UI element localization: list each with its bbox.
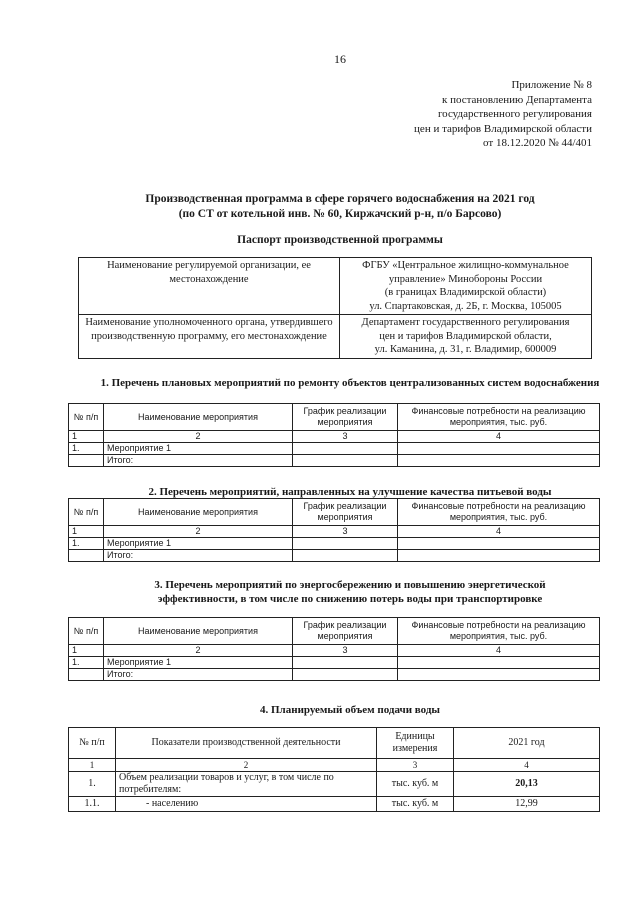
col-header: № п/п xyxy=(69,404,104,431)
table-index-row xyxy=(69,526,600,538)
table-row xyxy=(69,443,600,455)
table-cell: Итого: xyxy=(104,669,293,681)
table-cell xyxy=(293,443,398,455)
appendix-line: Приложение № 8 xyxy=(511,79,592,91)
col-header: Финансовые потребности на реализацию мероприятия, тыс. руб. xyxy=(398,499,600,526)
index-cell: 1 xyxy=(69,431,104,443)
table-row xyxy=(79,258,592,315)
table-cell xyxy=(293,455,398,467)
table-cell: тыс. куб. м xyxy=(377,772,454,797)
appendix-line: от 18.12.2020 № 44/401 xyxy=(483,137,592,149)
index-cell: 2 xyxy=(104,526,293,538)
table-cell: 1.1. xyxy=(69,797,116,812)
title-line: Производственная программа в сфере горячего водоснабжения на 2021 год xyxy=(145,193,535,205)
table-cell xyxy=(293,538,398,550)
table-index-row xyxy=(69,645,600,657)
table-cell: Объем реализации товаров и услуг, в том числе по потребителям: xyxy=(116,772,377,797)
table-cell xyxy=(398,443,600,455)
table-cell xyxy=(398,538,600,550)
col-header: Наименование мероприятия xyxy=(104,404,293,431)
table-header-row xyxy=(69,404,600,431)
index-cell: 1 xyxy=(69,645,104,657)
value-line: (в границах Владимирской области) xyxy=(384,287,547,298)
index-cell: 3 xyxy=(293,645,398,657)
col-header: График реализации мероприятия xyxy=(293,499,398,526)
passport-label: Наименование регулируемой организации, ее местонахождение xyxy=(79,258,340,315)
table-cell: Мероприятие 1 xyxy=(104,538,293,550)
page-number: 16 xyxy=(334,52,346,66)
appendix-line: к постановлению Департамента xyxy=(441,93,592,106)
table-cell xyxy=(398,550,600,562)
table-cell xyxy=(398,455,600,467)
passport-heading: Паспорт производственной программы xyxy=(237,234,443,246)
index-cell: 3 xyxy=(377,759,454,772)
col-header: Единицы измерения xyxy=(377,728,454,759)
value-line: управление» Минобороны России xyxy=(388,273,543,285)
section-1-table xyxy=(68,403,600,467)
index-cell: 1 xyxy=(69,526,104,538)
col-header: 2021 год xyxy=(454,728,600,759)
col-header: Финансовые потребности на реализацию мероприятия, тыс. руб. xyxy=(398,618,600,645)
table-cell: 1. xyxy=(69,657,104,669)
col-header: № п/п xyxy=(69,728,116,759)
passport-table xyxy=(78,257,592,359)
table-row xyxy=(69,550,600,562)
table-cell: Мероприятие 1 xyxy=(104,657,293,669)
index-cell: 2 xyxy=(116,759,377,772)
title-line: эффективности, в том числе по снижению потерь воды при транспортировке xyxy=(157,593,543,605)
index-cell: 2 xyxy=(104,431,293,443)
section-1-title: 1. Перечень плановых мероприятий по ремонту объектов централизованных систем водоснабжения xyxy=(100,377,600,389)
table-cell: 20,13 xyxy=(454,772,600,797)
table-cell xyxy=(293,669,398,681)
table-cell xyxy=(398,669,600,681)
section-2-title: 2. Перечень мероприятий, направленных на улучшение качества питьевой воды xyxy=(148,486,552,498)
table-cell xyxy=(293,657,398,669)
index-cell: 3 xyxy=(293,526,398,538)
col-header: Финансовые потребности на реализацию мероприятия, тыс. руб. xyxy=(398,404,600,431)
table-cell: 12,99 xyxy=(454,797,600,812)
section-2-table xyxy=(68,498,600,562)
index-cell: 4 xyxy=(398,526,600,538)
col-header: № п/п xyxy=(69,618,104,645)
table-cell: Мероприятие 1 xyxy=(104,443,293,455)
table-cell xyxy=(69,550,104,562)
index-cell: 1 xyxy=(69,759,116,772)
value-line: ФГБУ «Центральное жилищно-коммунальное xyxy=(362,260,569,271)
table-cell xyxy=(69,455,104,467)
col-header: Наименование мероприятия xyxy=(104,618,293,645)
table-cell xyxy=(398,657,600,669)
table-cell: - населению xyxy=(116,797,377,812)
table-index-row xyxy=(69,759,600,772)
table-cell xyxy=(293,550,398,562)
table-cell: Итого: xyxy=(104,455,293,467)
col-header: Наименование мероприятия xyxy=(104,499,293,526)
value-line: цен и тарифов Владимирской области, xyxy=(379,330,552,342)
col-header: График реализации мероприятия xyxy=(293,618,398,645)
table-index-row xyxy=(69,431,600,443)
table-row xyxy=(69,455,600,467)
section-3-title xyxy=(80,578,620,606)
table-cell: 1. xyxy=(69,443,104,455)
table-cell: 1. xyxy=(69,538,104,550)
table-row xyxy=(69,797,600,812)
table-header-row xyxy=(69,728,600,759)
col-header: График реализации мероприятия xyxy=(293,404,398,431)
section-4-table xyxy=(68,727,600,812)
table-row xyxy=(69,772,600,797)
table-cell: 1. xyxy=(69,772,116,797)
index-cell: 4 xyxy=(398,645,600,657)
value-line: Департамент государственного регулирования xyxy=(361,317,570,328)
index-cell: 3 xyxy=(293,431,398,443)
document-title xyxy=(60,192,620,222)
title-line: 3. Перечень мероприятий по энергосбережению и повышению энергетической xyxy=(154,579,546,591)
table-header-row xyxy=(69,618,600,645)
value-line: ул. Спартаковская, д. 2Б, г. Москва, 105005 xyxy=(369,300,562,312)
appendix-line: государственного регулирования xyxy=(437,108,592,120)
table-row xyxy=(69,657,600,669)
value-line: ул. Каманина, д. 31, г. Владимир, 600009 xyxy=(374,344,557,355)
table-header-row xyxy=(69,499,600,526)
appendix-block xyxy=(292,78,592,151)
section-4-title: 4. Планируемый объем подачи воды xyxy=(260,704,440,716)
table-cell: тыс. куб. м xyxy=(377,797,454,812)
index-cell: 4 xyxy=(454,759,600,772)
table-row xyxy=(79,315,592,359)
table-cell xyxy=(69,669,104,681)
index-cell: 2 xyxy=(104,645,293,657)
table-row xyxy=(69,538,600,550)
col-header: Показатели производственной деятельности xyxy=(116,728,377,759)
title-line: (по СТ от котельной инв. № 60, Киржачский р-н, п/о Барсово) xyxy=(178,208,502,220)
table-row xyxy=(69,669,600,681)
index-cell: 4 xyxy=(398,431,600,443)
col-header: № п/п xyxy=(69,499,104,526)
passport-value xyxy=(340,315,592,359)
table-cell: Итого: xyxy=(104,550,293,562)
section-3-table xyxy=(68,617,600,681)
appendix-line: цен и тарифов Владимирской области xyxy=(414,122,592,135)
passport-value xyxy=(340,258,592,315)
passport-label: Наименование уполномоченного органа, утвердившего производственную программу, его местонахождение xyxy=(79,315,340,359)
